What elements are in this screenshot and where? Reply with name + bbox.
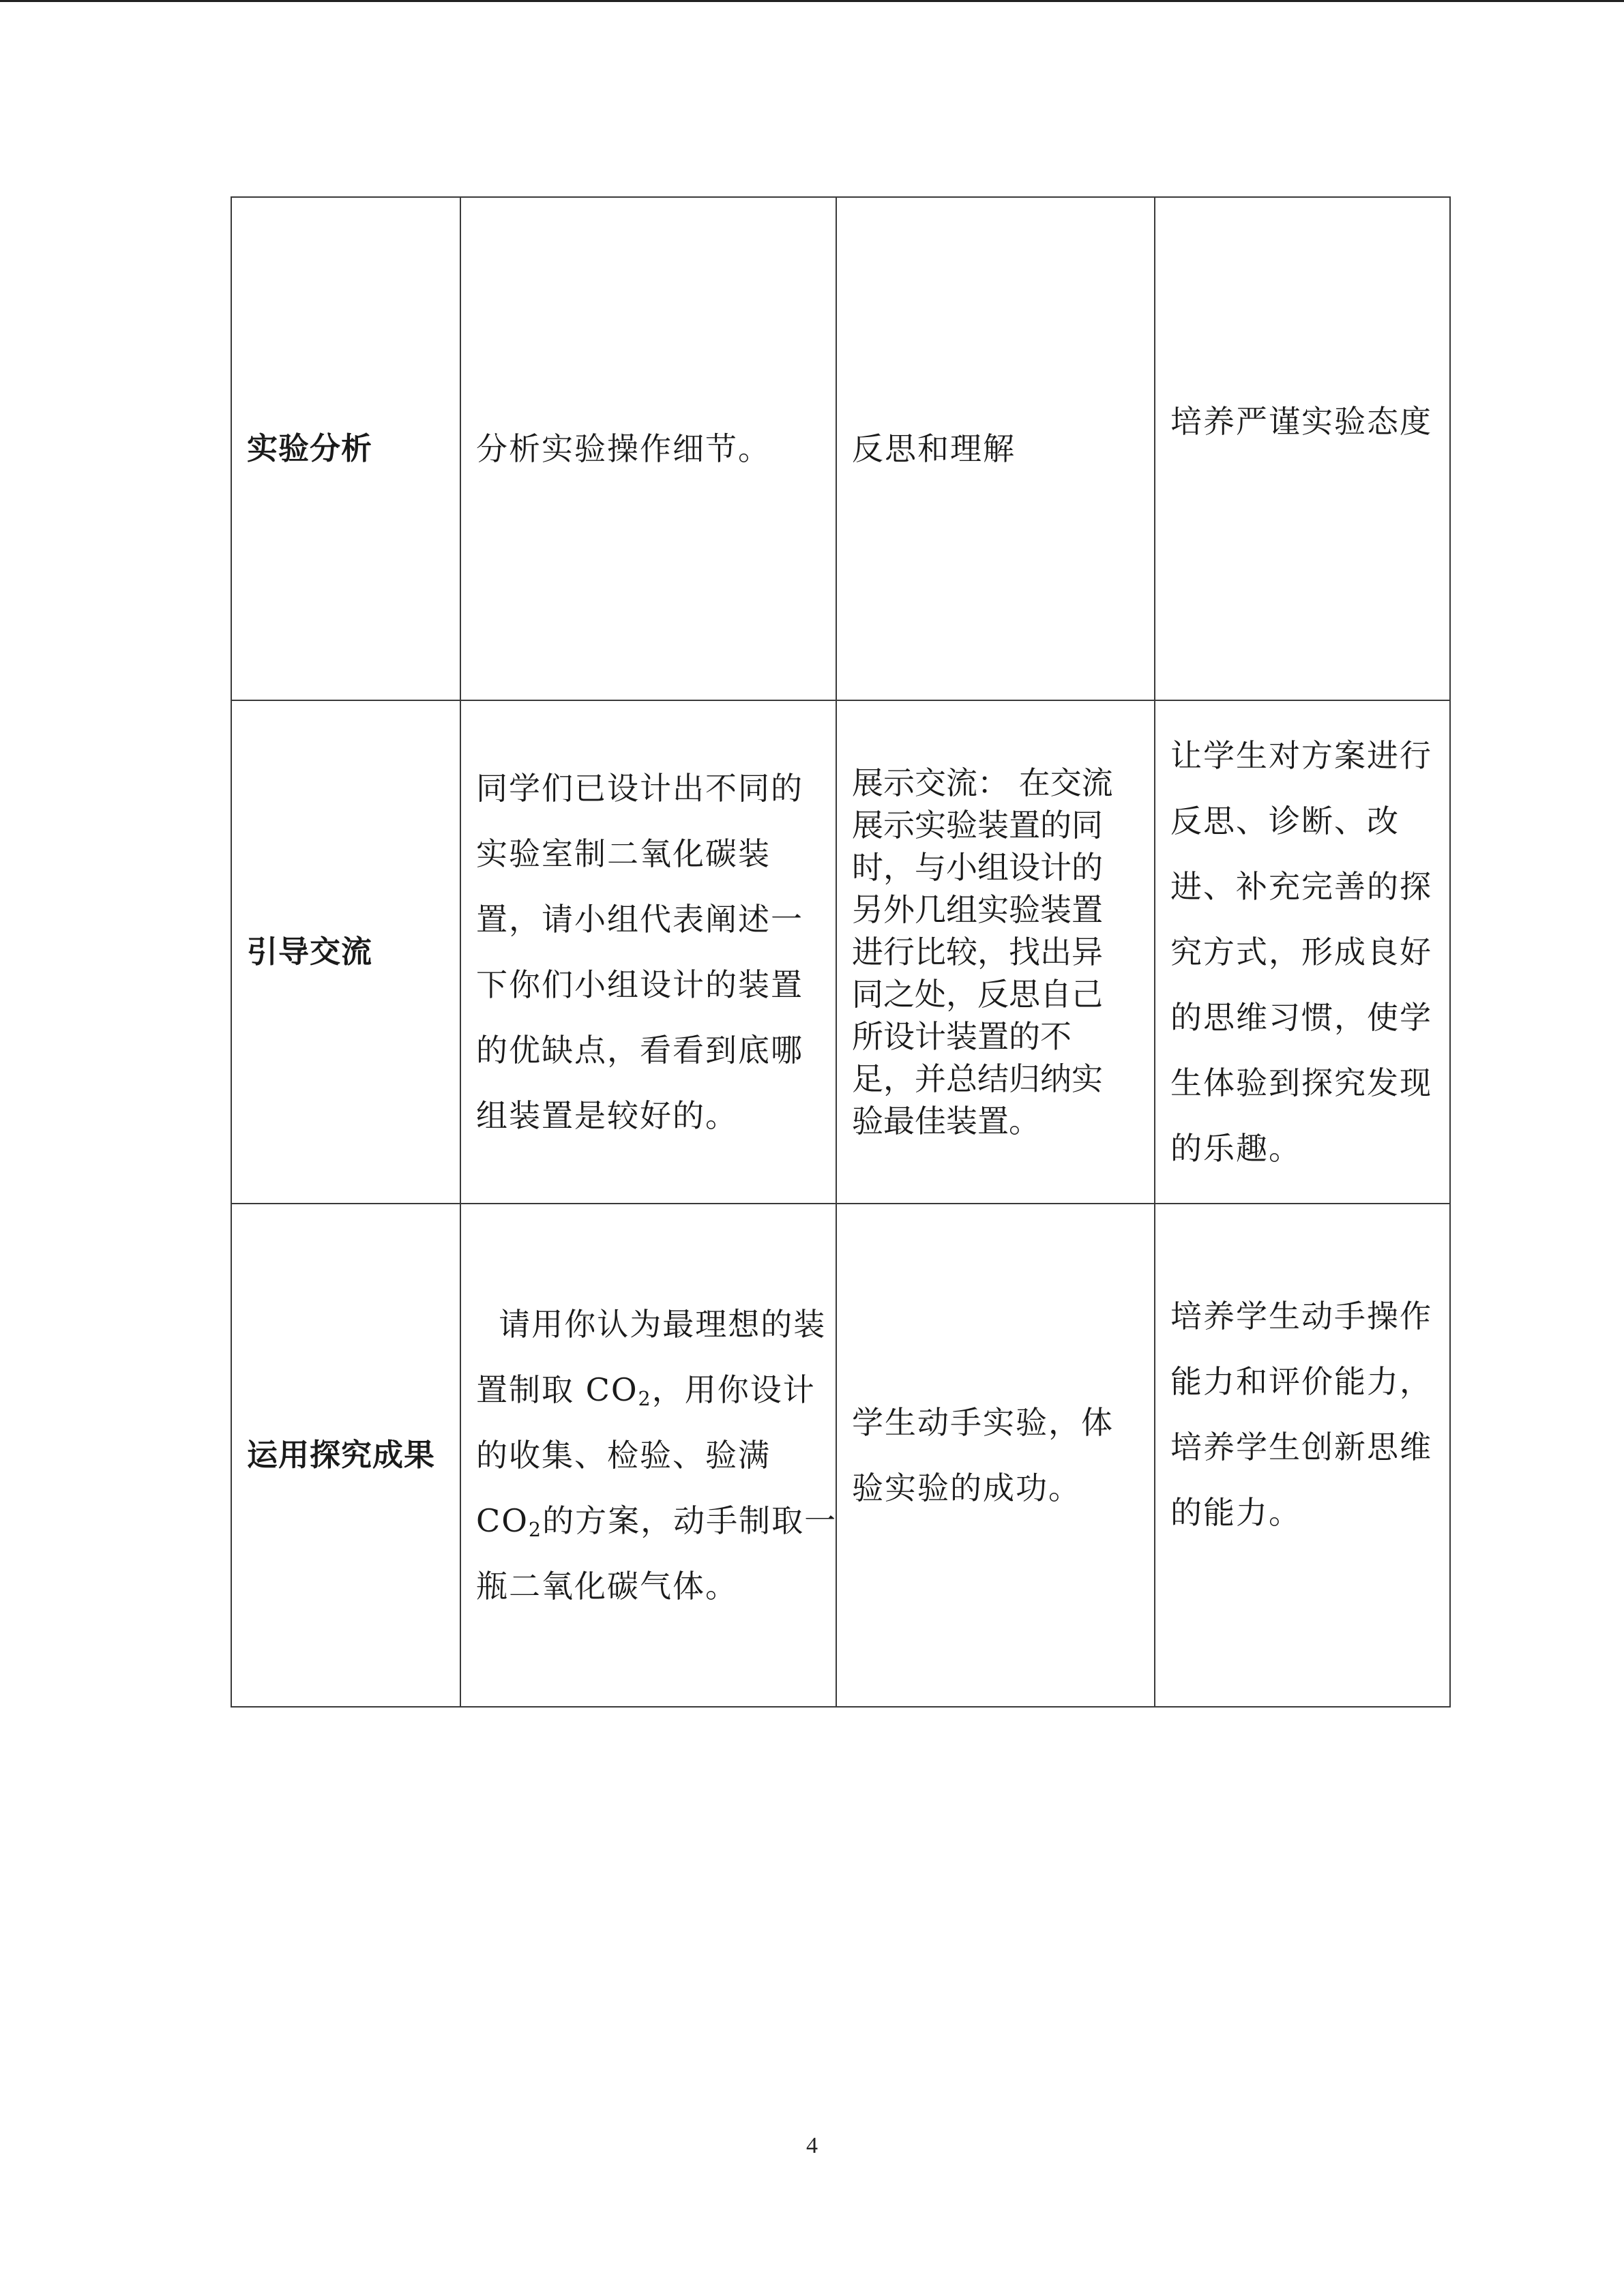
teacher-line: CO	[476, 1502, 529, 1539]
subscript: 2	[638, 1388, 652, 1411]
stage-cell	[231, 197, 460, 700]
teacher-line: 的方案，动手制取一	[542, 1502, 838, 1539]
student-activity-text: 展示交流： 在交流 展示实验装置的同 时，与小组设计的 另外几组实验装置 进行比较，找出异 同之处，反思自己 所设计装置的不 足，并总结归纳实 验最佳装置。	[852, 764, 1113, 1139]
stage-label: 引导交流	[247, 934, 373, 970]
student-activity-cell	[836, 197, 1155, 700]
teacher-line: 瓶二氧化碳气体。	[476, 1568, 738, 1605]
table-row	[231, 700, 1450, 1204]
design-intent-cell	[1155, 1204, 1450, 1707]
stage-label: 实验分析	[247, 430, 373, 466]
teacher-line: 置制取 CO	[476, 1371, 638, 1408]
teacher-activity-cell	[460, 197, 836, 700]
design-intent-text: 让学生对方案进行 反思、诊断、改 进、补充完善的探 究方式，形成良好 的思维习惯，使学 生体验到探究发现 的乐趣。	[1170, 737, 1432, 1167]
teacher-activity-text: 分析实验操作细节。	[476, 430, 771, 467]
stage-label: 运用探究成果	[247, 1437, 436, 1473]
teacher-line: 请用你认为最理想的装	[476, 1306, 827, 1343]
table-row	[231, 197, 1450, 700]
top-border-line	[0, 0, 1624, 2]
design-intent-text: 培养学生动手操作 能力和评价能力， 培养学生创新思维 的能力。	[1170, 1298, 1432, 1531]
table-row	[231, 1204, 1450, 1707]
teacher-activity-cell	[460, 1204, 836, 1707]
student-activity-text: 学生动手实验，体 验实验的成功。	[852, 1404, 1114, 1506]
teacher-activity-text: 同学们已设计出不同的 实验室制二氧化碳装 置，请小组代表阐述一 下你们小组设计的装置 的优缺点，看看到底哪 组装置是较好的。	[476, 770, 803, 1134]
student-activity-text: 反思和理解	[852, 430, 1016, 467]
subscript: 2	[528, 1519, 543, 1542]
stage-cell	[231, 1204, 460, 1707]
page-number: 4	[806, 2133, 818, 2158]
design-intent-cell	[1155, 700, 1450, 1204]
stage-cell	[231, 700, 460, 1204]
design-intent-cell	[1155, 197, 1450, 700]
teacher-activity-cell	[460, 700, 836, 1204]
student-activity-cell	[836, 1204, 1155, 1707]
design-intent-text: 培养严谨实验态度	[1170, 403, 1432, 440]
teacher-line: 的收集、检验、验满	[476, 1437, 771, 1474]
teacher-activity-text	[476, 1292, 838, 1619]
teacher-line: ，用你设计	[651, 1371, 816, 1408]
lesson-plan-table	[231, 196, 1451, 1708]
student-activity-cell	[836, 700, 1155, 1204]
